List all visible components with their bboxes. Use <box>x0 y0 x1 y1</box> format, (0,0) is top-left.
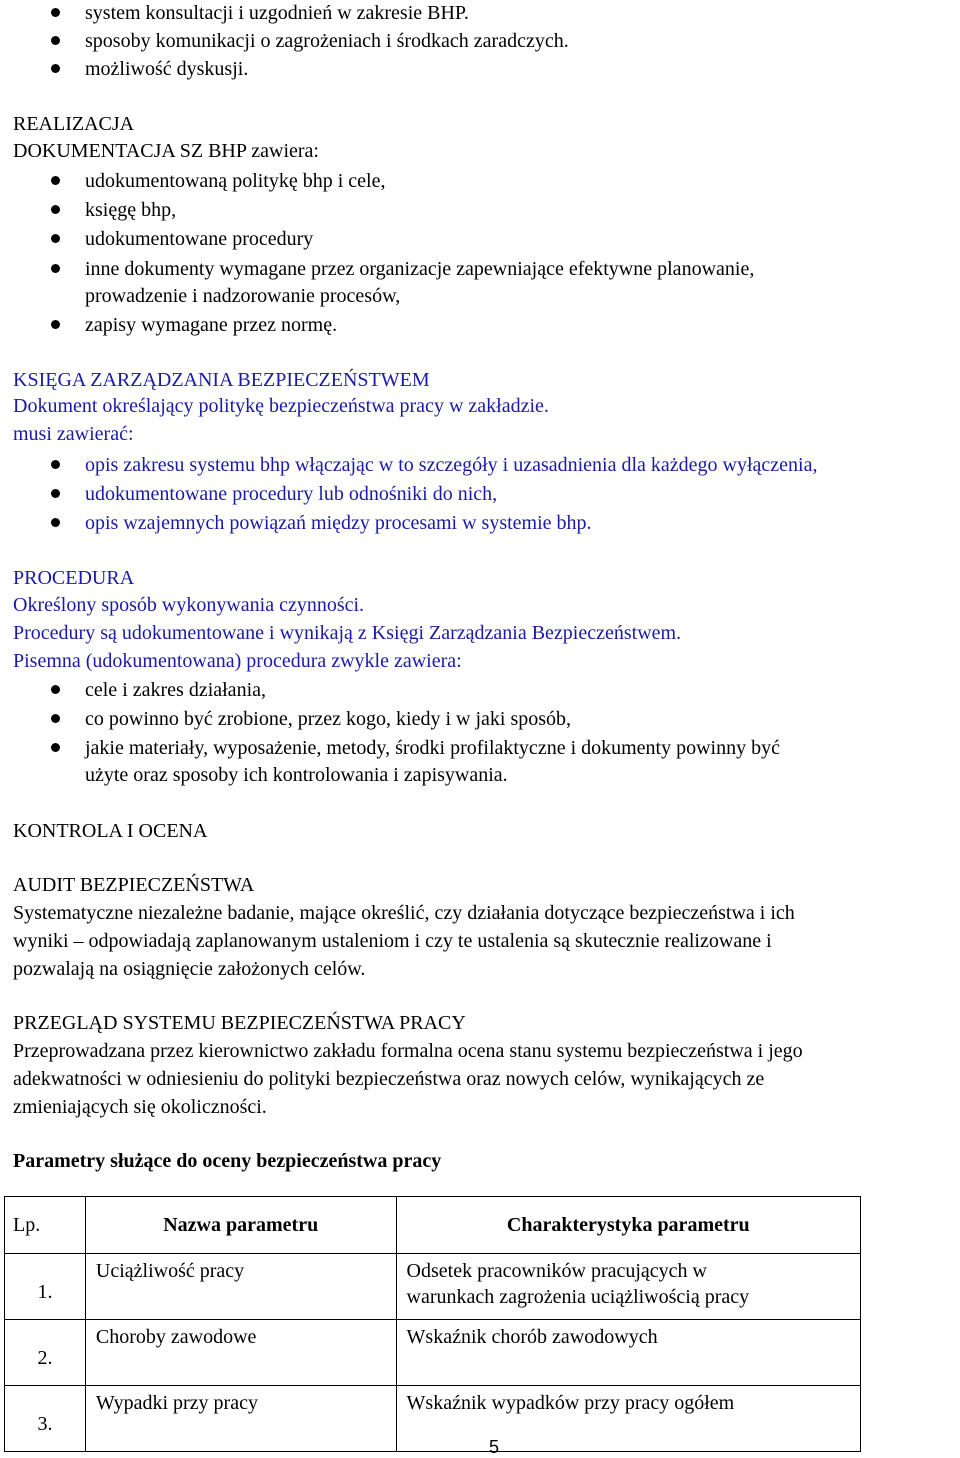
audit-line-2: wyniki – odpowiadają zaplanowanym ustaleniom i czy te ustalenia są skutecznie realizowane i <box>13 930 772 952</box>
list-item: sposoby komunikacji o zagrożeniach i środkach zaradczych. <box>85 28 569 54</box>
list-item: możliwość dyskusji. <box>85 56 248 82</box>
row-name: Choroby zawodowe <box>85 1320 396 1386</box>
bullet-icon <box>51 685 60 694</box>
list-item-continuation: użyte oraz sposoby ich kontrolowania i zapisywania. <box>85 764 508 786</box>
bullet-icon <box>51 714 60 723</box>
row-description <box>396 1254 860 1320</box>
list-item: udokumentowaną politykę bhp i cele, <box>85 168 385 194</box>
table-row <box>5 1254 861 1320</box>
bullet-icon <box>51 8 60 17</box>
list-item: księgę bhp, <box>85 197 176 223</box>
list-item: cele i zakres działania, <box>85 677 266 703</box>
realizacja-intro: DOKUMENTACJA SZ BHP zawiera: <box>13 140 319 162</box>
section-heading-realizacja: REALIZACJA <box>13 113 135 135</box>
section-heading-kontrola: KONTROLA I OCENA <box>13 820 208 842</box>
bullet-icon <box>51 460 60 469</box>
column-header-lp: Lp. <box>5 1197 86 1254</box>
bullet-icon <box>51 743 60 752</box>
list-item: opis wzajemnych powiązań między procesami w systemie bhp. <box>85 510 592 536</box>
row-name: Uciążliwość pracy <box>85 1254 396 1320</box>
procedura-line-3: Pisemna (udokumentowana) procedura zwykle zawiera: <box>13 650 462 672</box>
list-item: inne dokumenty wymagane przez organizacje zapewniające efektywne planowanie, <box>85 256 754 282</box>
bullet-icon <box>51 320 60 329</box>
list-item-continuation: prowadzenie i nadzorowanie procesów, <box>85 285 401 307</box>
list-item: udokumentowane procedury lub odnośniki do nich, <box>85 481 497 507</box>
parameters-table <box>4 1196 861 1452</box>
bullet-icon <box>51 264 60 273</box>
przeglad-line-2: adekwatności w odniesieniu do polityki bezpieczeństwa oraz nowych celów, wynikających ze <box>13 1068 765 1090</box>
row-lp: 1. <box>5 1254 86 1320</box>
section-heading-ksiega: KSIĘGA ZARZĄDZANIA BEZPIECZEŃSTWEM <box>13 369 430 391</box>
row-description: Wskaźnik chorób zawodowych <box>396 1320 860 1386</box>
table-header-row <box>5 1197 861 1254</box>
list-item: opis zakresu systemu bhp włączając w to szczegóły i uzasadnienia dla każdego wyłączenia, <box>85 452 817 478</box>
row-description-line: warunkach zagrożenia uciążliwością pracy <box>406 1286 750 1308</box>
bullet-icon <box>51 489 60 498</box>
bullet-icon <box>51 518 60 527</box>
table-row <box>5 1320 861 1386</box>
list-item: co powinno być zrobione, przez kogo, kiedy i w jaki sposób, <box>85 706 571 732</box>
list-item: udokumentowane procedury <box>85 226 313 252</box>
bullet-icon <box>51 234 60 243</box>
ksiega-line-2: musi zawierać: <box>13 423 134 445</box>
list-item: zapisy wymagane przez normę. <box>85 312 337 338</box>
section-heading-procedura: PROCEDURA <box>13 567 135 589</box>
row-description-line: Odsetek pracowników pracujących w <box>406 1260 707 1282</box>
section-heading-audit: AUDIT BEZPIECZEŃSTWA <box>13 874 255 896</box>
audit-line-3: pozwalają na osiągnięcie założonych celów. <box>13 958 366 980</box>
procedura-line-2: Procedury są udokumentowane i wynikają z Księgi Zarządzania Bezpieczeństwem. <box>13 622 682 644</box>
ksiega-line-1: Dokument określający politykę bezpieczeństwa pracy w zakładzie. <box>13 395 549 417</box>
row-lp: 3. <box>5 1386 86 1452</box>
bullet-icon <box>51 64 60 73</box>
list-item: jakie materiały, wyposażenie, metody, środki profilaktyczne i dokumenty powinny być <box>85 735 780 761</box>
przeglad-line-3: zmieniających się okoliczności. <box>13 1096 267 1118</box>
column-header-name: Nazwa parametru <box>85 1197 396 1254</box>
page-number: 5 <box>488 1437 499 1457</box>
audit-line-1: Systematyczne niezależne badanie, mające określić, czy działania dotyczące bezpieczeństwa i ich <box>13 902 795 924</box>
row-name: Wypadki przy pracy <box>85 1386 396 1452</box>
bullet-icon <box>51 176 60 185</box>
procedura-line-1: Określony sposób wykonywania czynności. <box>13 594 365 616</box>
table-heading: Parametry służące do oceny bezpieczeństwa pracy <box>13 1150 442 1172</box>
przeglad-line-1: Przeprowadzana przez kierownictwo zakładu formalna ocena stanu systemu bezpieczeństwa i jego <box>13 1040 803 1062</box>
bullet-icon <box>51 36 60 45</box>
section-heading-przeglad: PRZEGLĄD SYSTEMU BEZPIECZEŃSTWA PRACY <box>13 1012 466 1034</box>
list-item: system konsultacji i uzgodnień w zakresie BHP. <box>85 0 469 26</box>
bullet-icon <box>51 205 60 214</box>
row-lp: 2. <box>5 1320 86 1386</box>
row-description: Wskaźnik wypadków przy pracy ogółem <box>396 1386 860 1452</box>
column-header-description: Charakterystyka parametru <box>396 1197 860 1254</box>
